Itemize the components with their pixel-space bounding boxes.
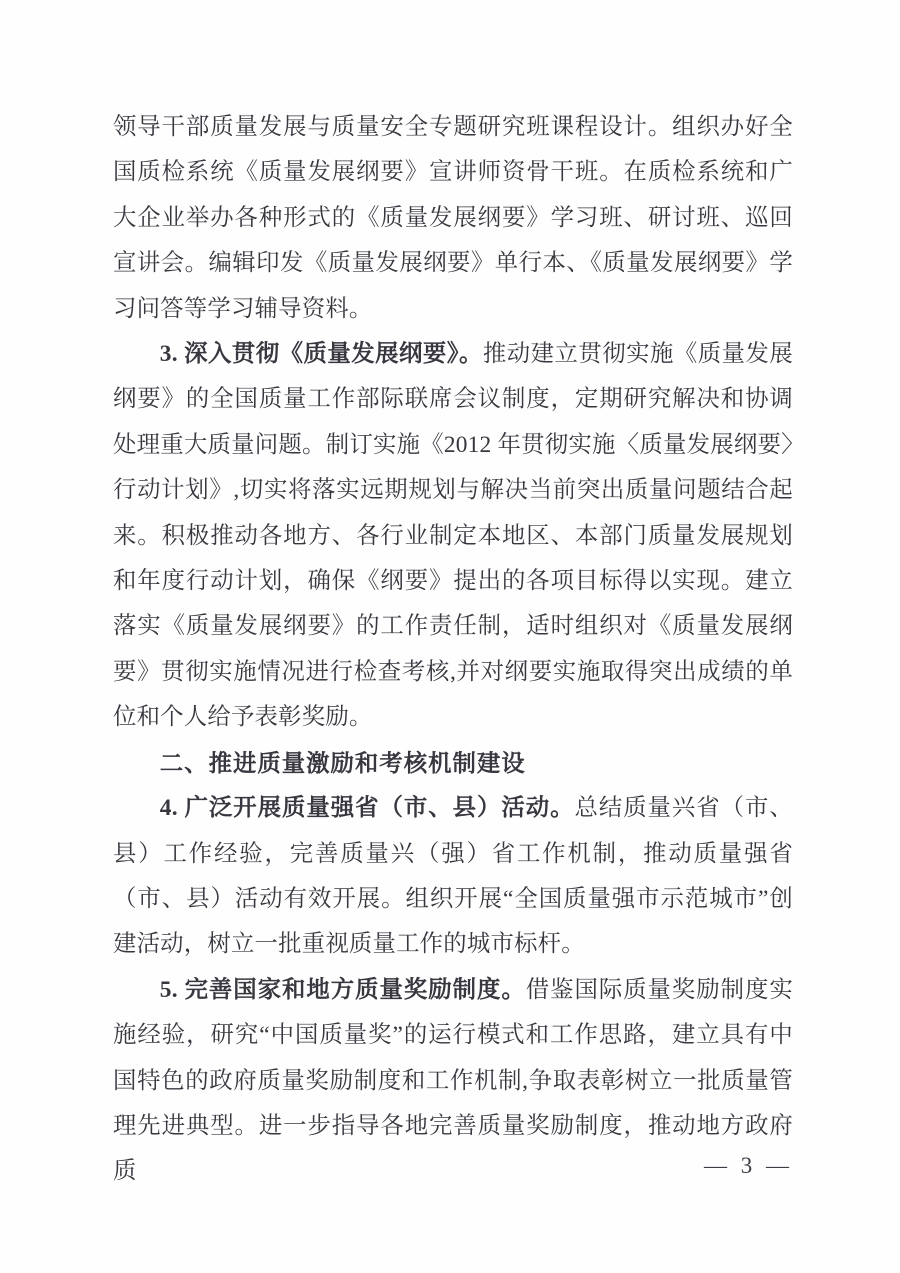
paragraph-text: 领导干部质量发展与质量安全专题研究班课程设计。组织办好全国质检系统《质量发展纲要》宣讲师资骨干班。在质检系统和广大企业举办各种形式的《质量发展纲要》学习班、研讨班、巡回宣讲会。编辑印发《质量发展纲要》单行本、《质量发展纲要》学习问答等学习辅导资料。 [113,114,793,322]
item-5-lead: 5. 完善国家和地方质量奖励制度。 [159,976,526,1003]
section-heading-text: 二、推进质量激励和考核机制建设 [159,749,526,776]
item-4-lead: 4. 广泛开展质量强省（市、县）活动。 [159,795,575,822]
page-number: — 3 — [704,1153,793,1178]
item-3-lead: 3. 深入贯彻《质量发展纲要》。 [159,341,483,368]
paragraph-text: 推动建立贯彻实施《质量发展纲要》的全国质量工作部际联席会议制度，定期研究解决和协调处理重大质量问题。制订实施《2012 年贯彻实施〈质量发展纲要〉行动计划》,切实将落实远期规划与解决当前突出质量问题结合起来。积极推动各地方、各行业制定本地区、本部门质量发展规划和年度行动计划，确保《纲要》提出的各项目标得以实现。建立落实《质量发展纲要》的工作责任制，适时组织对《质量发展纲要》贯彻实施情况进行检查考核,并对纲要实施取得突出成绩的单位和个人给予表彰奖励。 [113,341,793,731]
paragraph-item-3 [113,332,793,741]
paragraph-text: 借鉴国际质量奖励制度实施经验，研究“中国质量奖”的运行模式和工作思路，建立具有中国特色的政府质量奖励制度和工作机制,争取表彰树立一批质量管理先进典型。进一步指导各地完善质量奖励制度，推动地方政府质 [113,976,793,1185]
document-body [113,105,793,1195]
paragraph-text: 总结质量兴省（市、县）工作经验，完善质量兴（强）省工作机制，推动质量强省（市、县）活动有效开展。组织开展“全国质量强市示范城市”创建活动，树立一批重视质量工作的城市标杆。 [113,795,793,958]
section-heading-2 [113,741,793,786]
paragraph-item-5 [113,968,793,1195]
paragraph-continuation [113,105,793,332]
paragraph-item-4 [113,786,793,968]
